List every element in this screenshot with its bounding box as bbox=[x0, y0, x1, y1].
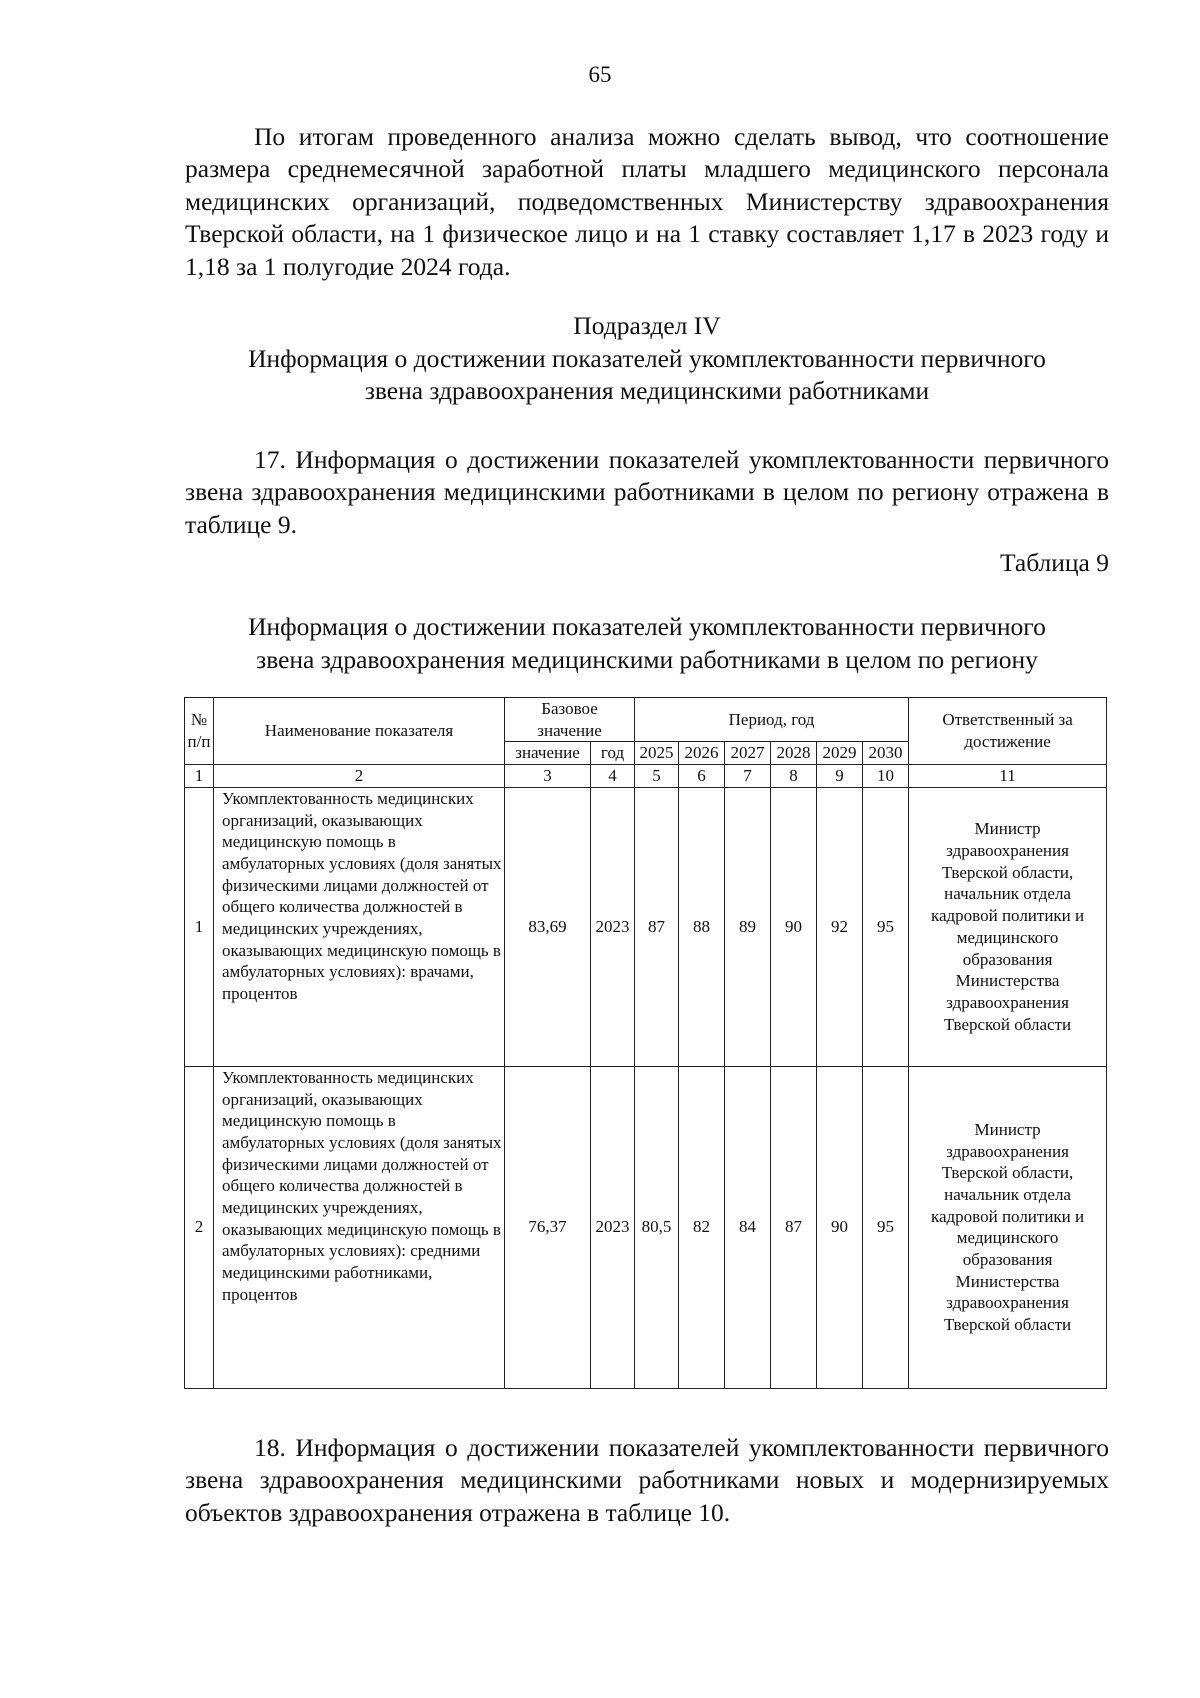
table-row bbox=[185, 1066, 1107, 1388]
row-number: 1 bbox=[185, 787, 214, 1066]
table-title-line1: Информация о достижении показателей укомплектованности первичного bbox=[248, 612, 1046, 641]
responsible: Министр здравоохранения Тверской области, начальник отдела кадровой политики и медицинского образования Министерства здравоохранения Тверской области bbox=[909, 1066, 1107, 1388]
header-number: № п/п bbox=[185, 698, 214, 765]
intro-paragraph bbox=[185, 121, 1109, 283]
header-indicator: Наименование показателя bbox=[214, 698, 505, 765]
header-year: 2025 bbox=[635, 742, 679, 765]
period-value: 80,5 bbox=[635, 1066, 679, 1388]
period-value: 95 bbox=[863, 1066, 909, 1388]
indicator-name: Укомплектованность медицинских организаций, оказывающих медицинскую помощь в амбулаторных условиях (доля занятых физическими лицами должностей от общего количества должностей в медицинских учреждениях, оказывающих медицинскую помощь в амбулаторных условиях): средними медицинскими работниками, процентов bbox=[214, 1066, 505, 1388]
base-value: 76,37 bbox=[505, 1066, 591, 1388]
column-number: 11 bbox=[909, 765, 1107, 788]
header-responsible: Ответственный за достижение bbox=[909, 698, 1107, 765]
column-number: 5 bbox=[635, 765, 679, 788]
table-label: Таблица 9 bbox=[999, 548, 1109, 577]
table-title-line2: звена здравоохранения медицинскими работниками в целом по региону bbox=[256, 644, 1038, 674]
header-base: Базовое значение bbox=[505, 698, 635, 742]
subsection-title: Подраздел IV bbox=[573, 311, 721, 340]
indicators-table bbox=[184, 697, 1107, 1389]
header-base-value: значение bbox=[505, 742, 591, 765]
column-number: 1 bbox=[185, 765, 214, 788]
column-number-row bbox=[185, 765, 1107, 788]
page-number: 65 bbox=[588, 62, 612, 87]
base-year: 2023 bbox=[591, 787, 635, 1066]
base-value: 83,69 bbox=[505, 787, 591, 1066]
column-number: 2 bbox=[214, 765, 505, 788]
column-number: 7 bbox=[725, 765, 771, 788]
paragraph-18-text: 18. Информация о достижении показателей укомплектованности первичного звена здравоохранения медицинскими работниками новых и модернизируемых объектов здравоохранения отражена в таблице 10. bbox=[185, 1433, 1109, 1527]
header-year: 2029 bbox=[817, 742, 863, 765]
header-period: Период, год bbox=[635, 698, 909, 742]
table-title bbox=[185, 611, 1109, 676]
period-value: 90 bbox=[771, 787, 817, 1066]
paragraph-17-text: 17. Информация о достижении показателей укомплектованности первичного звена здравоохранения медицинскими работниками в целом по региону отражена в таблице 9. bbox=[185, 445, 1109, 539]
period-value: 95 bbox=[863, 787, 909, 1066]
header-year: 2028 bbox=[771, 742, 817, 765]
paragraph-17 bbox=[185, 444, 1109, 541]
period-value: 82 bbox=[679, 1066, 725, 1388]
header-year: 2030 bbox=[863, 742, 909, 765]
period-value: 88 bbox=[679, 787, 725, 1066]
column-number: 8 bbox=[771, 765, 817, 788]
subsection-heading bbox=[185, 310, 1109, 408]
intro-paragraph-text: По итогам проведенного анализа можно сделать вывод, что соотношение размера среднемесячной заработной платы младшего медицинского персонала медицинских организаций, подведомственных Министерству здравоохранения Тверской области, на 1 физическое лицо и на 1 ставку составляет 1,17 в 2023 году и 1,18 за 1 полугодие 2024 года. bbox=[185, 122, 1109, 281]
column-number: 3 bbox=[505, 765, 591, 788]
column-number: 9 bbox=[817, 765, 863, 788]
period-value: 89 bbox=[725, 787, 771, 1066]
period-value: 92 bbox=[817, 787, 863, 1066]
subsection-heading-line1: Информация о достижении показателей укомплектованности первичного bbox=[248, 343, 1046, 373]
column-number: 6 bbox=[679, 765, 725, 788]
period-value: 84 bbox=[725, 1066, 771, 1388]
subsection-heading-line2: звена здравоохранения медицинскими работниками bbox=[364, 376, 930, 405]
row-number: 2 bbox=[185, 1066, 214, 1388]
responsible: Министр здравоохранения Тверской области, начальник отдела кадровой политики и медицинского образования Министерства здравоохранения Тверской области bbox=[909, 787, 1107, 1066]
header-year: 2027 bbox=[725, 742, 771, 765]
period-value: 87 bbox=[771, 1066, 817, 1388]
period-value: 87 bbox=[635, 787, 679, 1066]
column-number: 10 bbox=[863, 765, 909, 788]
column-number: 4 bbox=[591, 765, 635, 788]
header-year: 2026 bbox=[679, 742, 725, 765]
base-year: 2023 bbox=[591, 1066, 635, 1388]
indicator-name: Укомплектованность медицинских организаций, оказывающих медицинскую помощь в амбулаторных условиях (доля занятых физическими лицами должностей от общего количества должностей в медицинских учреждениях, оказывающих медицинскую помощь в амбулаторных условиях): врачами, процентов bbox=[214, 787, 505, 1066]
table-row bbox=[185, 787, 1107, 1066]
header-base-year: год bbox=[591, 742, 635, 765]
paragraph-18 bbox=[185, 1432, 1109, 1529]
period-value: 90 bbox=[817, 1066, 863, 1388]
